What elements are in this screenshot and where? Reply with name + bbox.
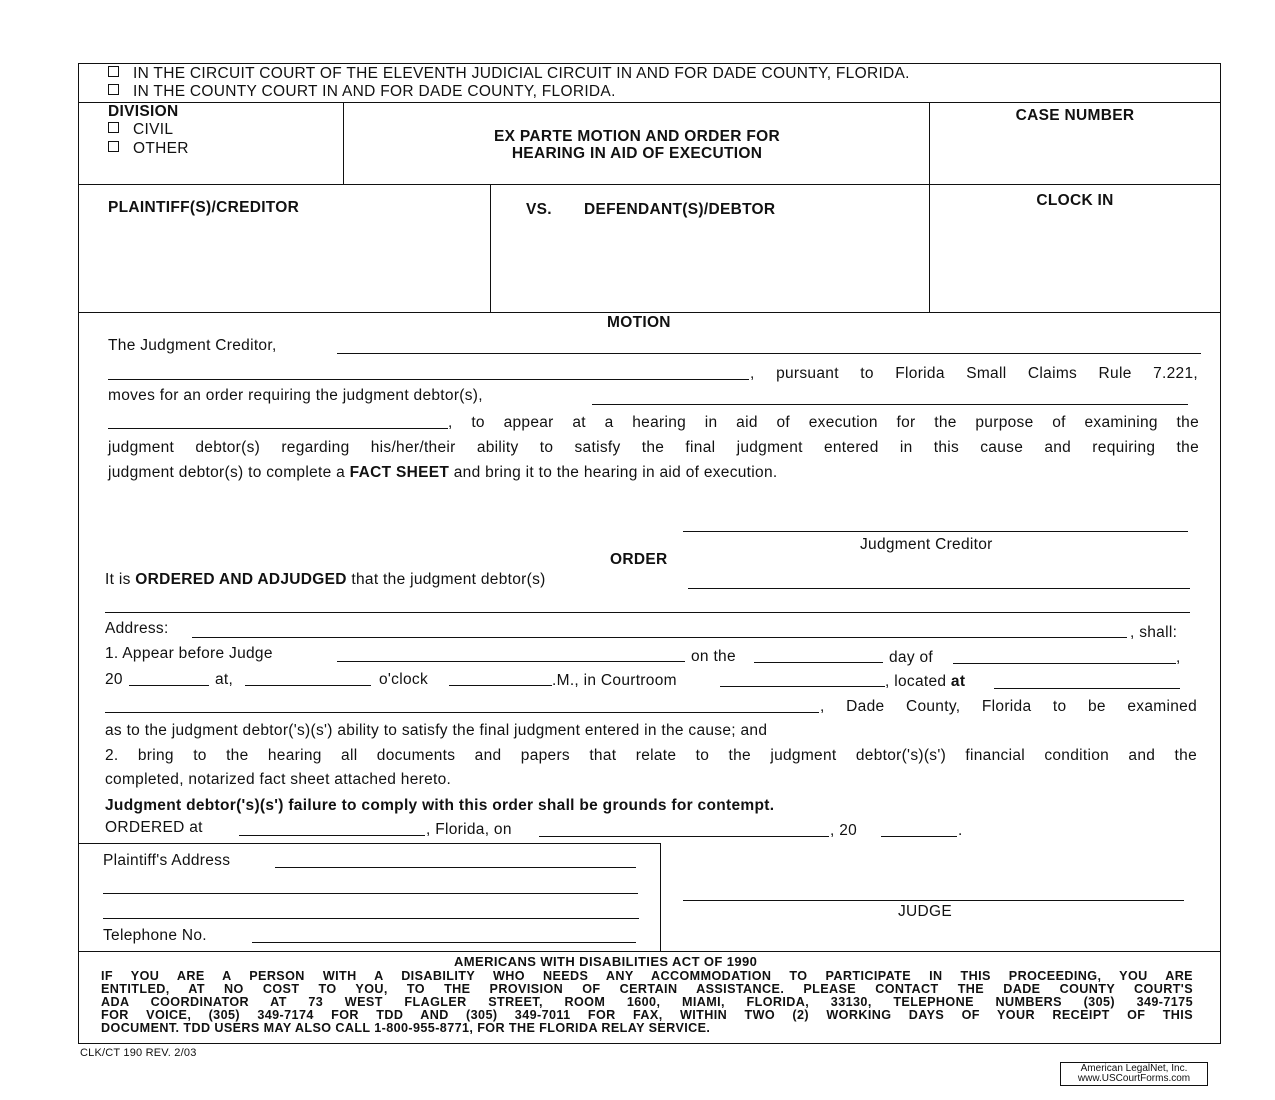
pursuant-text: , pursuant to Florida Small Claims Rule 7.221,	[750, 365, 1198, 382]
ordered-at-text: ORDERED at	[105, 819, 203, 836]
shall-text: , shall:	[1130, 624, 1178, 641]
plaintiff-address-line-3[interactable]	[103, 918, 639, 919]
judge-name-line[interactable]	[337, 661, 685, 662]
day-of-text: day of	[889, 649, 934, 666]
plaintiff-address-line-1[interactable]	[275, 867, 636, 868]
telephone-label: Telephone No.	[103, 927, 207, 944]
contempt-text: Judgment debtor('s)(s') failure to comply with this order shall be grounds for contempt.	[105, 797, 775, 814]
year-suffix-prefix: , 20	[830, 822, 858, 839]
ordered-adjudged-text	[105, 571, 546, 589]
judgment-creditor-name-line[interactable]	[337, 353, 1201, 354]
watermark-line-1: American LegalNet, Inc.	[1080, 1063, 1188, 1074]
judgment-creditor-signature-line[interactable]	[683, 531, 1188, 532]
other-checkbox[interactable]	[108, 141, 119, 152]
telephone-line[interactable]	[252, 942, 636, 943]
plaintiff-box-top	[78, 843, 661, 844]
ordered-period: .	[958, 822, 963, 839]
watermark-stamp	[1060, 1062, 1208, 1086]
complete-fact-sheet-text	[108, 464, 777, 482]
courtroom-text: .M., in Courtroom	[552, 672, 677, 689]
judge-label: JUDGE	[898, 903, 953, 920]
it-is: It is	[105, 571, 136, 588]
that-debtor: that the judgment debtor(s)	[346, 571, 546, 588]
defendant-label: DEFENDANT(S)/DEBTOR	[584, 201, 776, 218]
circuit-court-checkbox[interactable]	[108, 66, 119, 77]
ada-line-5: DOCUMENT. TDD USERS MAY ALSO CALL 1-800-955-8771, FOR THE FLORIDA RELAY SERVICE.	[101, 1021, 711, 1035]
circuit-court-option[interactable]	[108, 65, 910, 83]
judgment-debtor-name-line[interactable]	[592, 404, 1188, 405]
title-row-divider	[78, 184, 1221, 185]
complete-pre: judgment debtor(s) to complete a	[108, 464, 350, 481]
civil-label: CIVIL	[133, 121, 174, 138]
appear-before-text: 1. Appear before Judge	[105, 645, 273, 662]
header-divider	[78, 102, 1221, 103]
day-line[interactable]	[754, 662, 883, 663]
county-court-checkbox[interactable]	[108, 84, 119, 95]
plaintiff-box-right	[660, 843, 661, 951]
oclock-text: o'clock	[379, 671, 428, 688]
vs-label: VS.	[526, 201, 552, 218]
form-title-line2: HEARING IN AID OF EXECUTION	[511, 145, 763, 162]
judge-signature-line[interactable]	[683, 900, 1184, 901]
other-label: OTHER	[133, 140, 189, 157]
as-to-text: as to the judgment debtor('s)(s') ability to satisfy the final judgment entered in the cause; and	[105, 722, 768, 739]
year-line[interactable]	[129, 685, 209, 686]
am-pm-line[interactable]	[449, 685, 552, 686]
address-label: Address:	[105, 620, 169, 637]
county-court-label: IN THE COUNTY COURT IN AND FOR DADE COUNTY, FLORIDA.	[133, 83, 616, 100]
order-debtor-name-line[interactable]	[688, 588, 1190, 589]
ada-line-3: ADA COORDINATOR AT 73 WEST FLAGLER STREET, ROOM 1600, MIAMI, FLORIDA, 33130, TELEPHONE NUMBERS (305) 349-7175	[101, 995, 1193, 1009]
ada-top-divider	[78, 951, 1221, 952]
location-line[interactable]	[994, 688, 1180, 689]
division-other-option[interactable]	[108, 140, 189, 158]
ada-line-2: ENTITLED, AT NO COST TO YOU, TO THE PROVISION OF CERTAIN ASSISTANCE. PLEASE CONTACT THE DADE COUNTY COURT'S	[101, 982, 1193, 996]
bring-to-text: 2. bring to the hearing all documents and papers that relate to the judgment debtor('s)(s') financial condition and the	[105, 747, 1197, 764]
complete-post: and bring it to the hearing in aid of execution.	[449, 464, 778, 481]
located-at-bold: at	[950, 673, 966, 690]
form-title-line1: EX PARTE MOTION AND ORDER FOR	[494, 128, 780, 145]
comma: ,	[1176, 649, 1181, 666]
plaintiff-label: PLAINTIFF(S)/CREDITOR	[108, 199, 300, 216]
parties-row-divider	[78, 312, 1221, 313]
order-debtor-name-line-2[interactable]	[105, 612, 1190, 613]
judgment-creditor-signature-label: Judgment Creditor	[860, 536, 993, 553]
ordered-date-line[interactable]	[539, 836, 829, 837]
top-border	[78, 63, 1221, 64]
courtroom-line[interactable]	[720, 686, 885, 687]
motion-heading: MOTION	[607, 314, 671, 331]
to-appear-text: , to appear at a hearing in aid of execution for the purpose of examining the	[448, 414, 1199, 431]
time-line[interactable]	[245, 685, 371, 686]
plaintiff-address-label: Plaintiff's Address	[103, 852, 231, 869]
on-the-text: on the	[691, 648, 736, 665]
watermark-line-2: www.USCourtForms.com	[1077, 1073, 1191, 1084]
circuit-court-label: IN THE CIRCUIT COURT OF THE ELEVENTH JUDICIAL CIRCUIT IN AND FOR DADE COUNTY, FLORIDA.	[133, 65, 910, 82]
civil-checkbox[interactable]	[108, 122, 119, 133]
plaintiff-address-line-2[interactable]	[103, 893, 638, 894]
order-heading: ORDER	[610, 551, 668, 568]
located-at-prefix: , lo	[885, 673, 907, 690]
located-at-rest: cated	[906, 673, 951, 690]
ada-line-1: IF YOU ARE A PERSON WITH A DISABILITY WHO NEEDS ANY ACCOMMODATION TO PARTICIPATE IN THIS PROCEEDING, YOU ARE	[101, 969, 1193, 983]
case-number-label: CASE NUMBER	[1015, 107, 1135, 124]
form-number: CLK/CT 190 REV. 2/03	[80, 1047, 197, 1059]
dade-county-text: , Dade County, Florida to be examined	[820, 698, 1197, 715]
florida-on-text: , Florida, on	[426, 821, 512, 838]
moves-text: moves for an order requiring the judgment debtor(s),	[108, 387, 483, 404]
parties-divider	[490, 184, 491, 312]
completed-text: completed, notarized fact sheet attached hereto.	[105, 771, 452, 788]
ordered-adjudged: ORDERED AND ADJUDGED	[135, 571, 347, 588]
location-line-2[interactable]	[105, 712, 819, 713]
ada-title: AMERICANS WITH DISABILITIES ACT OF 1990	[454, 954, 758, 969]
judgment-debtor-name-line-2[interactable]	[108, 428, 448, 429]
located-at-text	[885, 673, 965, 691]
judgment-creditor-intro: The Judgment Creditor,	[108, 337, 277, 354]
at-text: at,	[215, 671, 234, 688]
fact-sheet-label: FACT SHEET	[349, 464, 450, 481]
ordered-year-line[interactable]	[881, 836, 957, 837]
month-line[interactable]	[953, 663, 1176, 664]
judgment-creditor-name-line-2[interactable]	[108, 379, 749, 380]
form-bottom-border	[78, 1043, 1221, 1044]
division-civil-option[interactable]	[108, 121, 173, 139]
clock-in-label: CLOCK IN	[1036, 192, 1114, 209]
ordered-city-line[interactable]	[239, 835, 425, 836]
address-line[interactable]	[192, 637, 1127, 638]
ada-line-4: FOR VOICE, (305) 349-7174 FOR TDD AND (305) 349-7011 FOR FAX, WITHIN TWO (2) WORKING DAYS OF YOUR RECEIPT OF THIS	[101, 1008, 1193, 1022]
year-prefix: 20	[105, 671, 123, 688]
regarding-text: judgment debtor(s) regarding his/her/their ability to satisfy the final judgment entered in this cause and requiring the	[108, 439, 1199, 456]
division-label: DIVISION	[108, 103, 179, 120]
county-court-option[interactable]	[108, 83, 616, 101]
